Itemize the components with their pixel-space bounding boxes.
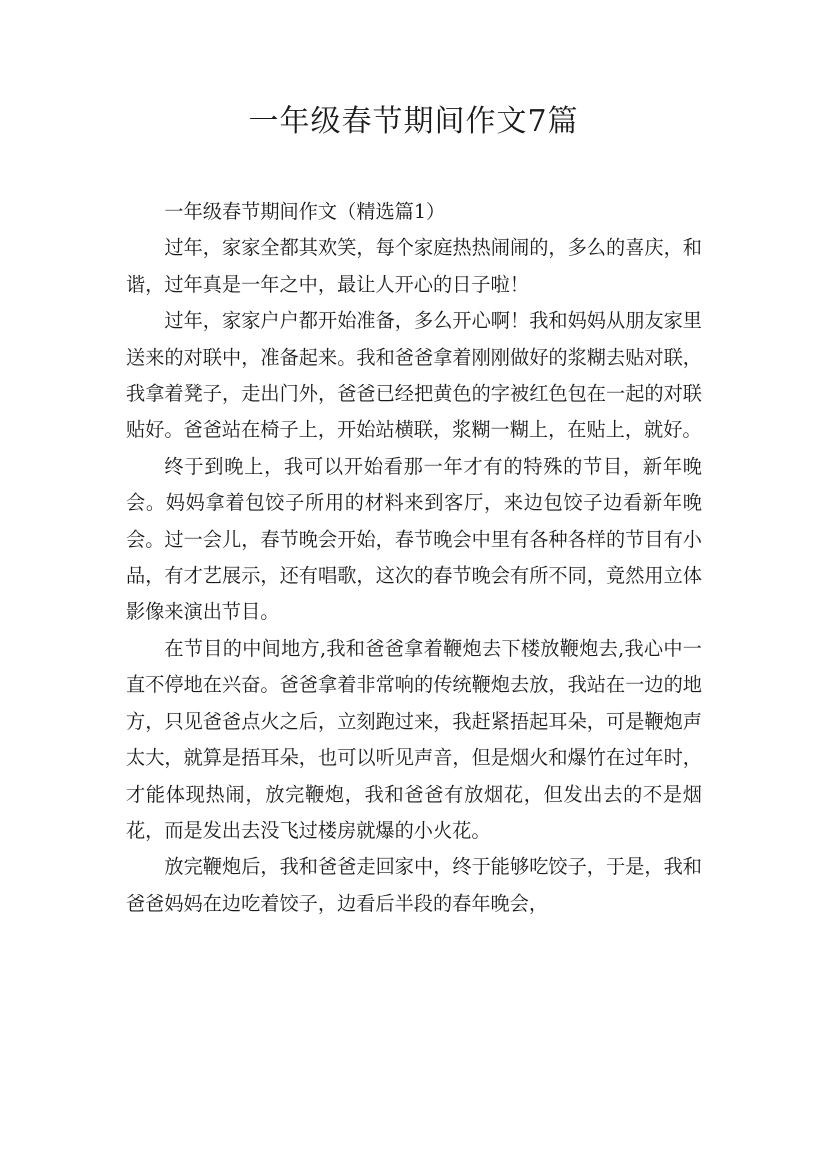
paragraph-3: 终于到晚上，我可以开始看那一年才有的特殊的节目，新年晚会。妈妈拿着包饺子所用的材料来到客厅，来边包饺子边看新年晚会。过一会儿，春节晚会开始，春节晚会中里有各种各样的节目有小品，有才艺展示，还有唱歌，这次的春节晚会有所不同，竟然用立体影像来演出节目。 — [126, 454, 702, 624]
paragraph-2: 过年，家家户户都开始准备，多么开心啊！我和妈妈从朋友家里送来的对联中，准备起来。我和爸爸拿着刚刚做好的浆糊去贴对联，我拿着凳子，走出门外，爸爸已经把黄色的字被红色包在一起的对联贴好。爸爸站在椅子上，开始站横联，浆糊一糊上，在贴上，就好。 — [126, 309, 702, 442]
paragraph-4: 在节目的中间地方,我和爸爸拿着鞭炮去下楼放鞭炮去,我心中一直不停地在兴奋。爸爸拿着非常响的传统鞭炮去放，我站在一边的地方，只见爸爸点火之后，立刻跑过来，我赶紧捂起耳朵，可是鞭炮声太大，就算是捂耳朵，也可以听见声音，但是烟火和爆竹在过年时，才能体现热闹，放完鞭炮，我和爸爸有放烟花，但发出去的不是烟花，而是发出去没飞过楼房就爆的小火花。 — [126, 636, 702, 842]
document-title: 一年级春节期间作文7篇 — [248, 104, 579, 139]
document-body — [126, 194, 702, 922]
paragraph-5: 放完鞭炮后，我和爸爸走回家中，终于能够吃饺子，于是，我和爸爸妈妈在边吃着饺子，边看后半段的春年晚会， — [126, 855, 702, 915]
section-heading: 一年级春节期间作文（精选篇1） — [164, 200, 446, 223]
paragraph-1: 过年，家家全都其欢笑，每个家庭热热闹闹的，多么的喜庆，和谐，过年真是一年之中，最让人开心的日子啦！ — [126, 236, 702, 296]
